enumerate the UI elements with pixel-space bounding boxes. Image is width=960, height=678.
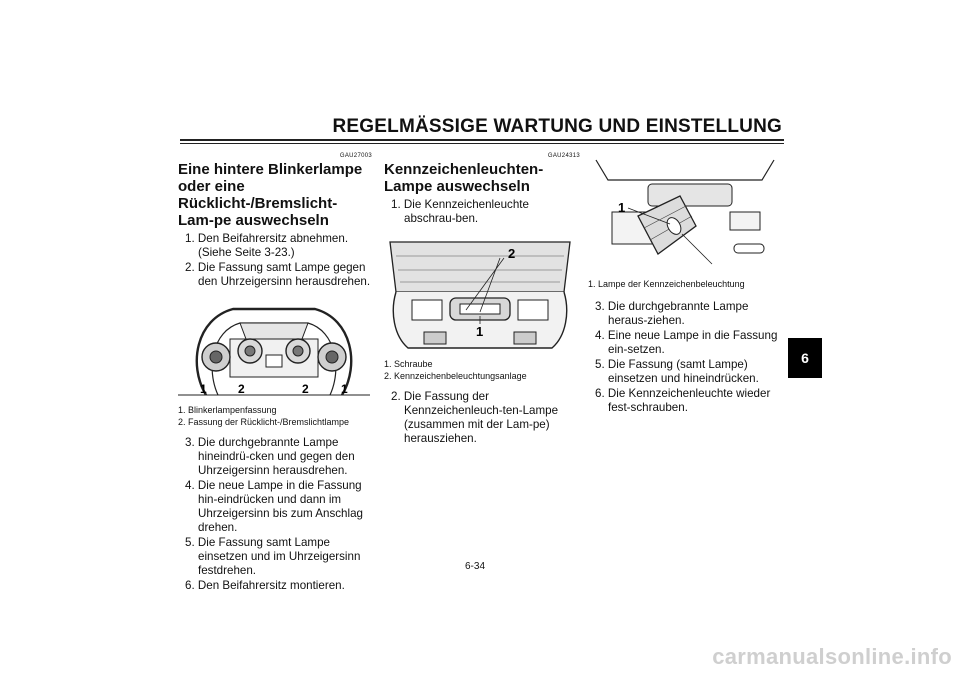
step-item: 3. Die durchgebrannte Lampe heraus-ziehen. <box>595 300 749 327</box>
section-heading: Eine hintere Blinkerlampe oder eine Rücklicht-/Bremslicht-Lam-pe auswechseln <box>178 161 363 229</box>
steps-list <box>384 390 580 446</box>
figure-caption: 1. Schraube <box>384 359 433 369</box>
figure-caption: 2. Kennzeichenbeleuchtungsanlage <box>384 371 527 381</box>
section-heading: Kennzeichenleuchten-Lampe auswechseln <box>384 161 544 195</box>
figure-label: 1 <box>618 200 626 215</box>
header-rule <box>180 139 784 141</box>
page-title: REGELMÄSSIGE WARTUNG UND EINSTELLUNG <box>332 116 782 137</box>
figure-caption: 1. Blinkerlampenfassung <box>178 405 277 415</box>
tail-lamp-sockets-figure <box>178 295 370 400</box>
license-lamp-bulb-figure <box>588 154 782 274</box>
right-column <box>588 152 786 416</box>
step-item: 2. Die Fassung samt Lampe gegen den Uhrzeigersinn herausdrehen. <box>185 261 371 288</box>
left-column <box>178 152 372 594</box>
section-code: GAU24313 <box>547 153 580 159</box>
step-item: 2. Die Fassung der Kennzeichenleuch-ten-Lampe (zusammen mit der Lam-pe) herausziehen. <box>391 390 559 445</box>
figure-label: 2 <box>508 246 516 261</box>
step-item: 5. Die Fassung (samt Lampe) einsetzen und hineindrücken. <box>595 358 759 385</box>
step-item: 3. Die durchgebrannte Lampe hineindrü-cken und gegen den Uhrzeigersinn herausdrehen. <box>185 436 355 477</box>
step-item: 1. Den Beifahrersitz abnehmen. (Siehe Seite 3-23.) <box>185 232 349 259</box>
step-item: 6. Den Beifahrersitz montieren. <box>185 579 345 592</box>
figure-caption: 1. Lampe der Kennzeichenbeleuchtung <box>588 279 745 289</box>
step-item: 5. Die Fassung samt Lampe einsetzen und im Uhrzeigersinn festdrehen. <box>185 536 361 577</box>
steps-list <box>588 300 786 415</box>
chapter-tab: 6 <box>788 338 822 378</box>
step-item: 4. Die neue Lampe in die Fassung hin-eindrücken und dann im Uhrzeigersinn bis zum Anschlag drehen. <box>185 479 363 534</box>
steps-list <box>384 198 580 226</box>
page-number: 6-34 <box>465 561 486 572</box>
step-item: 6. Die Kennzeichenleuchte wieder fest-schrauben. <box>595 387 771 414</box>
license-plate-light-figure <box>384 232 576 354</box>
figure-label: 1 <box>200 382 207 396</box>
figure-label: 1 <box>476 324 484 339</box>
steps-list <box>178 436 372 593</box>
step-item: 4. Eine neue Lampe in die Fassung ein-setzen. <box>595 329 778 356</box>
step-item: 1. Die Kennzeichenleuchte abschrau-ben. <box>391 198 529 225</box>
watermark: carmanualsonline.info <box>712 644 952 669</box>
middle-column <box>384 152 580 447</box>
figure-caption: 2. Fassung der Rücklicht-/Bremslichtlampe <box>178 417 350 427</box>
figure-label: 1 <box>341 382 348 396</box>
figure-label: 2 <box>302 382 309 396</box>
steps-list <box>178 232 372 289</box>
figure-label: 2 <box>238 382 245 396</box>
header-rule-thin <box>180 143 784 144</box>
section-code: GAU27003 <box>339 153 372 159</box>
